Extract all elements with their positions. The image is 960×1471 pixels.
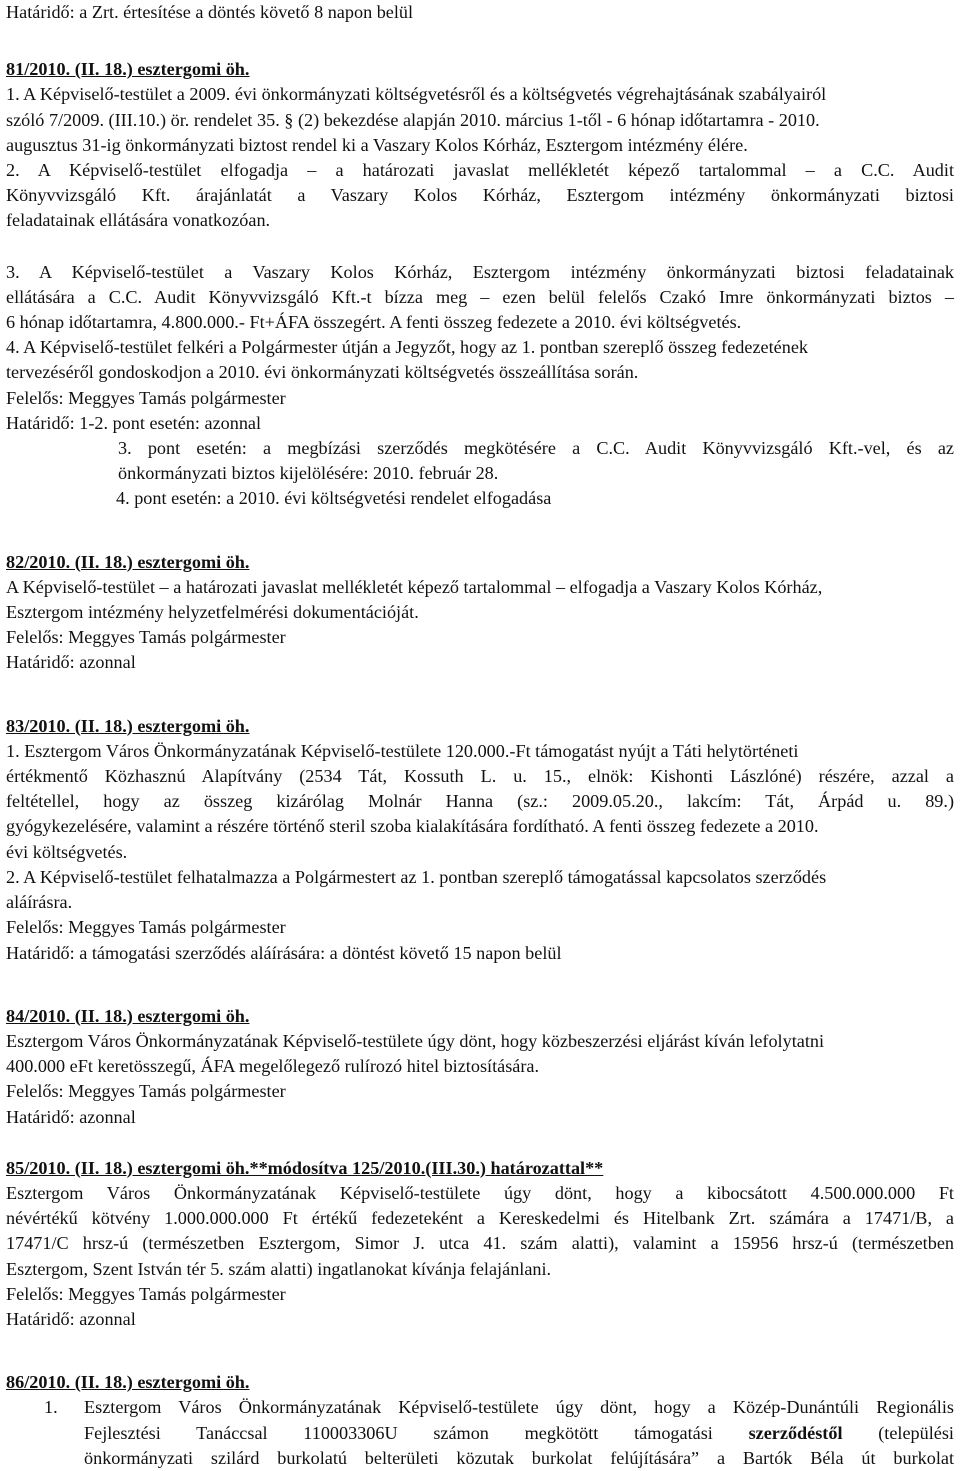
paragraph-line: önkormányzati szilárd burkolatú belterületi közutak burkolat felújítására” a Bartók Béla út burkolat [84, 1447, 954, 1468]
paragraph-line [44, 1421, 954, 1446]
hatarido-line: Határidő: a támogatási szerződés aláírására: a döntést követő 15 napon belül [6, 942, 562, 963]
resolution-85 [6, 1156, 954, 1332]
resolution-81 [6, 57, 954, 511]
hatarido-line: Határidő: azonnal [6, 1106, 136, 1127]
paragraph-line: 400.000 eFt keretösszegű, ÁFA megelőlegező rulírozó hitel biztosítására. [6, 1056, 540, 1077]
paragraph-line: 2. A Képviselő-testület felhatalmazza a Polgármestert az 1. pontban szereplő támogatással kapcsolatos szerződés [6, 866, 827, 887]
resolution-title: 84/2010. (II. 18.) esztergomi öh. [6, 1005, 250, 1026]
bold-text-run: szerződéstől [748, 1422, 843, 1443]
resolution-title: 83/2010. (II. 18.) esztergomi öh. [6, 715, 250, 736]
paragraph-line: Könyvvizsgáló Kft. árajánlatát a Vaszary Kolos Kórház, Esztergom intézmény önkormányzati biztosi [6, 185, 954, 206]
paragraph-line: A Képviselő-testület – a határozati javaslat mellékletét képező tartalommal – elfogadja a Vaszary Kolos Kórház, [6, 576, 823, 597]
resolution-title: 81/2010. (II. 18.) esztergomi öh. [6, 59, 250, 80]
paragraph-line: augusztus 31-ig önkormányzati biztost rendel ki a Vaszary Kolos Kórház, Esztergom intézmény élére. [6, 134, 748, 155]
hatarido-line: Határidő: a Zrt. értesítése a döntés követő 8 napon belül [6, 2, 414, 22]
paragraph-line: aláírásra. [6, 892, 73, 913]
paragraph-line: Esztergom Város Önkormányzatának Képviselő-testülete úgy dönt, hogy a Közép-Dunántúli Regionális [84, 1397, 954, 1418]
text-run: (települési [842, 1422, 954, 1443]
paragraph-line: 17471/C hrsz-ú (természetben Esztergom, Simor J. utca 41. szám alatti), valamint a 15956 hrsz-ú (természetben [6, 1233, 954, 1254]
hatarido-line: Határidő: azonnal [6, 1308, 136, 1329]
hatarido-line: Határidő: azonnal [6, 652, 136, 673]
paragraph-line: értékmentő Közhasznú Alapítvány (2534 Tát, Kossuth L. u. 15., elnök: Kishonti Lászlóné) részére, azzal a [6, 766, 954, 787]
hatarido-line: Határidő: 1-2. pont esetén: azonnal [6, 412, 262, 433]
paragraph-line: Esztergom, Szent István tér 5. szám alatti) ingatlanokat kívánja felajánlani. [6, 1258, 552, 1279]
paragraph-line: 3. A Képviselő-testület a Vaszary Kolos Kórház, Esztergom intézmény önkormányzati biztosi feladatainak [6, 261, 954, 282]
paragraph-line: Esztergom intézmény helyzetfelmérési dokumentációját. [6, 602, 419, 623]
resolution-title: 85/2010. (II. 18.) esztergomi öh.**módosítva 125/2010.(III.30.) határozattal** [6, 1157, 604, 1178]
felelos-line: Felelős: Meggyes Tamás polgármester [6, 627, 286, 648]
resolution-84 [6, 1004, 954, 1130]
felelos-line: Felelős: Meggyes Tamás polgármester [6, 387, 286, 408]
paragraph-line: Esztergom Város Önkormányzatának Képviselő-testülete úgy dönt, hogy közbeszerzési eljárást kíván lefolytatni [6, 1030, 825, 1051]
paragraph-line: névértékű kötvény 1.000.000.000 Ft értékű fedezeteként a Kereskedelmi és Hitelbank Zrt. számára a 17471/B, a [6, 1208, 954, 1229]
paragraph-line: tervezéséről gondoskodjon a 2010. évi önkormányzati költségvetés összeállítása során. [6, 362, 639, 383]
paragraph-line: gyógykezelésére, valamint a részére történő steril szoba kialakítására fordítható. A fenti összeg fedezete a 2010. [6, 816, 819, 837]
resolution-86 [6, 1370, 954, 1471]
paragraph-line: 6 hónap időtartamra, 4.800.000.- Ft+ÁFA összegért. A fenti összeg fedezete a 2010. évi költségvetés. [6, 312, 742, 333]
paragraph-line: 1. Esztergom Város Önkormányzatának Képviselő-testülete 120.000.-Ft támogatást nyújt a Táti helytörténeti [6, 740, 799, 761]
resolution-83 [6, 714, 954, 966]
paragraph-line: 2. A Képviselő-testület elfogadja – a határozati javaslat mellékletét képező tartalommal – a C.C. Audit [6, 160, 954, 181]
paragraph-line: 4. A Képviselő-testület felkéri a Polgármester útján a Jegyzőt, hogy az 1. pontban szereplő összeg fedezetének [6, 337, 808, 358]
felelos-line: Felelős: Meggyes Tamás polgármester [6, 917, 286, 938]
paragraph-line: 1. A Képviselő-testület a 2009. évi önkormányzati költségvetésről és a költségvetés végrehajtásának szabályairól [6, 84, 827, 105]
paragraph-line: feladatainak ellátására vonatkozóan. [6, 210, 271, 231]
paragraph-line: ellátására a C.C. Audit Könyvvizsgáló Kft.-t bízza meg – ezen belül felelős Czakó Imre önkormányzati biztos – [6, 286, 954, 307]
numbered-item [6, 1395, 954, 1471]
resolution-82 [6, 550, 954, 676]
item-number: 1. [44, 1397, 58, 1418]
paragraph-line: évi költségvetés. [6, 841, 128, 862]
hatarido-sub-line: 3. pont esetén: a megbízási szerződés megkötésére a C.C. Audit Könyvvizsgáló Kft.-vel, és az [118, 438, 954, 459]
text-run: Fejlesztési Tanáccsal 110003306U számon megkötött támogatási [84, 1422, 749, 1443]
paragraph-line: szóló 7/2009. (III.10.) ör. rendelet 35. § (2) bekezdése alapján 2010. március 1-től - 6 hónap időtartamra - 2010. [6, 109, 820, 130]
hatarido-sub-line: 4. pont esetén: a 2010. évi költségvetési rendelet elfogadása [116, 488, 552, 509]
hatarido-sub-line: önkormányzati biztos kijelölésére: 2010. február 28. [118, 463, 499, 484]
paragraph-line: Esztergom Város Önkormányzatának Képviselő-testülete úgy dönt, hogy a kibocsátott 4.500.000.000 Ft [6, 1182, 954, 1203]
felelos-line: Felelős: Meggyes Tamás polgármester [6, 1283, 286, 1304]
felelos-line: Felelős: Meggyes Tamás polgármester [6, 1081, 286, 1102]
resolution-title: 82/2010. (II. 18.) esztergomi öh. [6, 551, 250, 572]
paragraph-line: feltétellel, hogy az összeg kizárólag Molnár Hanna (sz.: 2009.05.20., lakcím: Tát, Árpád u. 89.) [6, 791, 954, 812]
resolution-title: 86/2010. (II. 18.) esztergomi öh. [6, 1372, 250, 1393]
